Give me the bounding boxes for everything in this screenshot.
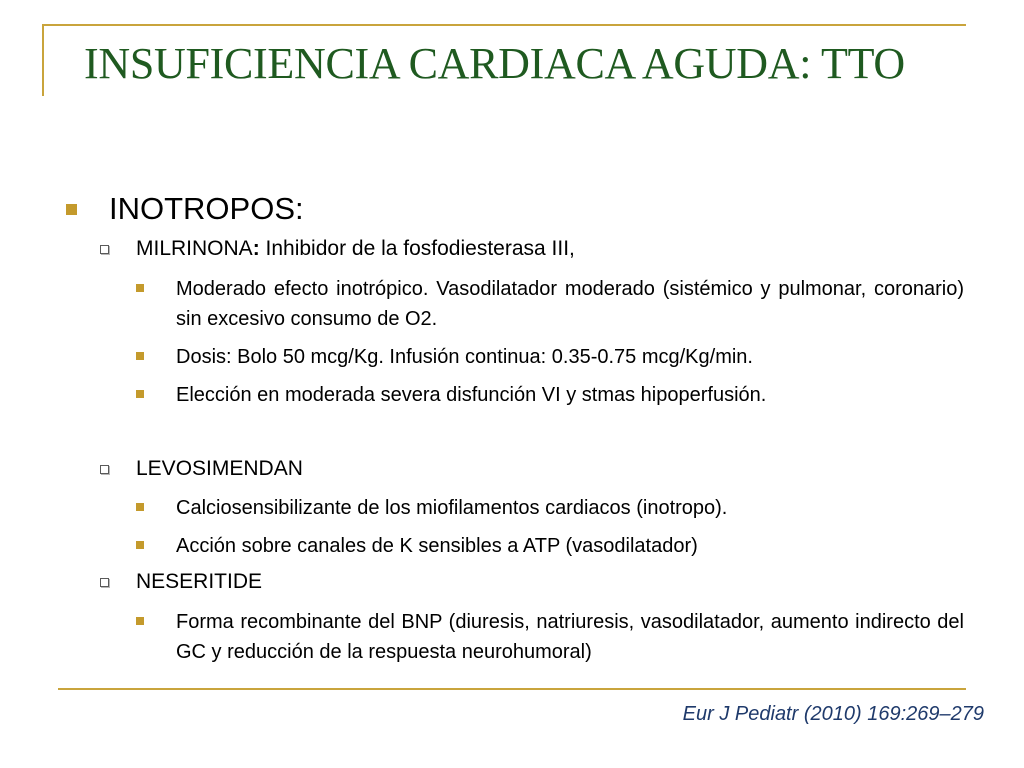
point-text: Elección en moderada severa disfunción VI y stmas hipoperfusión.	[176, 384, 767, 406]
drug-neseritide	[100, 568, 262, 596]
hollow-square-bullet-icon	[100, 245, 109, 254]
point-text: Acción sobre canales de K sensibles a ATP (vasodilatador)	[176, 535, 698, 557]
drug-name: NESERITIDE	[136, 570, 263, 593]
point-text: Dosis: Bolo 50 mcg/Kg. Infusión continua: 0.35-0.75 mcg/Kg/min.	[176, 346, 753, 368]
top-divider	[42, 24, 966, 26]
citation: Eur J Pediatr (2010) 169:269–279	[682, 703, 984, 725]
point-text: Moderado efecto inotrópico. Vasodilatador moderado (sistémico y pulmonar, coronario) sin excesivo consumo de O2.	[176, 278, 964, 330]
slide-title: INSUFICIENCIA CARDIACA AGUDA: TTO	[84, 39, 905, 88]
drug-name: MILRINONA	[136, 237, 253, 260]
drug-milrinona-text	[136, 235, 575, 263]
left-divider	[42, 24, 44, 96]
point-text: Calciosensibilizante de los miofilamentos cardiacos (inotropo).	[176, 497, 728, 519]
section-heading: INOTROPOS:	[109, 191, 304, 226]
drug-description: Inhibidor de la fosfodiesterasa III,	[259, 237, 575, 260]
square-bullet-icon	[136, 352, 144, 360]
milrinona-point-2	[136, 342, 964, 372]
square-bullet-icon	[136, 617, 144, 625]
hollow-square-bullet-icon	[100, 578, 109, 587]
neseritide-point-1	[136, 607, 964, 667]
square-bullet-icon	[136, 503, 144, 511]
square-bullet-icon	[136, 541, 144, 549]
milrinona-point-1	[136, 274, 964, 334]
drug-milrinona	[100, 235, 575, 263]
square-bullet-icon	[66, 204, 77, 215]
hollow-square-bullet-icon	[100, 465, 109, 474]
levosimendan-point-2	[136, 531, 964, 561]
point-text: Forma recombinante del BNP (diuresis, natriuresis, vasodilatador, aumento indirecto del GC y reducción de la respuesta neurohumoral)	[176, 611, 964, 663]
square-bullet-icon	[136, 284, 144, 292]
drug-levosimendan	[100, 455, 303, 483]
levosimendan-point-1	[136, 493, 964, 523]
square-bullet-icon	[136, 390, 144, 398]
section-inotropos	[66, 192, 304, 226]
milrinona-point-3	[136, 380, 964, 410]
drug-name: LEVOSIMENDAN	[136, 457, 303, 480]
drug-colon: :	[252, 237, 260, 260]
bottom-divider	[58, 688, 966, 690]
